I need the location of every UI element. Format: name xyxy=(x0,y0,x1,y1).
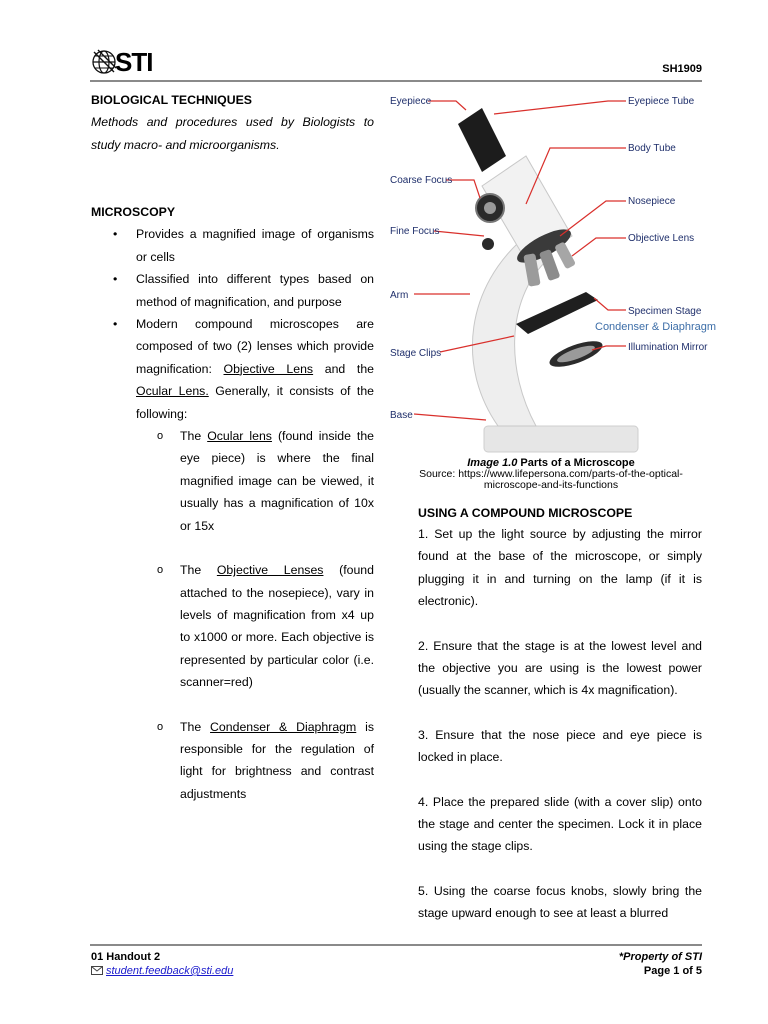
right-column xyxy=(418,503,702,925)
caption-source: Source: https://www.lifepersona.com/parts-of-the-optical-microscope-and-its-functions xyxy=(419,468,683,491)
property-label: *Property of STI xyxy=(618,951,702,963)
label-arm: Arm xyxy=(390,290,409,301)
label-base: Base xyxy=(390,410,413,421)
caption-number: Image 1.0 xyxy=(467,457,518,469)
email-link[interactable]: student.feedback@sti.edu xyxy=(106,965,234,977)
list-item: • Classified into different types based on method of magnification, and purpose xyxy=(91,268,374,313)
envelope-icon xyxy=(91,966,103,975)
figure-caption xyxy=(392,458,710,491)
footer-left xyxy=(91,950,233,978)
fine-focus-knob xyxy=(482,238,494,250)
label-coarse-focus: Coarse Focus xyxy=(390,175,453,186)
knob-center xyxy=(484,202,496,214)
step-3: 3. Ensure that the nose piece and eye piece is locked in place. xyxy=(418,727,702,765)
caption-title: Image 1.0 Parts of a Microscope xyxy=(467,457,635,469)
step-1: 1. Set up the light source by adjusting the mirror found at the base of the microscope, or simply plugging it in and turning on the lamp (if it is electronic). xyxy=(418,527,702,609)
label-condenser-diaphragm: Condenser & Diaphragm xyxy=(595,321,717,333)
label-specimen-stage: Specimen Stage xyxy=(628,306,702,317)
page-number: Page 1 of 5 xyxy=(643,965,702,977)
bullet-list xyxy=(91,223,374,425)
footer-right xyxy=(619,950,702,978)
label-fine-focus: Fine Focus xyxy=(390,226,440,237)
label-objective-lens: Objective Lens xyxy=(628,233,695,244)
section-heading-using: USING A COMPOUND MICROSCOPE xyxy=(418,506,633,520)
list-item: • Modern compound microscopes are composed of two (2) lenses which provide magnification: Objective Lens and the Ocular Lens. Generally, it consists of the following: xyxy=(91,313,374,425)
step-2: 2. Ensure that the stage is at the lowest level and the objective you are using is the lowest power (usually the scanner, which is 4x magnification). xyxy=(418,638,702,698)
term-objective-lens: Objective Lens xyxy=(223,361,314,376)
logo-text: STI xyxy=(115,47,153,77)
eyepiece-shape xyxy=(458,108,506,172)
sub-marker: o xyxy=(157,720,164,733)
label-stage-clips: Stage Clips xyxy=(390,348,442,359)
sub-item-ocular: o The Ocular lens (found inside the eye piece) is where the final magnified image can be viewed, it usually has a magnification of 10x or 15x xyxy=(91,425,374,537)
footer-rule xyxy=(90,944,702,946)
list-item: • Provides a magnified image of organisms or cells xyxy=(91,223,374,268)
sub-item-condenser: o The Condenser & Diaphragm is responsible for the regulation of light for brightness and contrast adjustments xyxy=(91,716,374,806)
term-ocular: Ocular lens xyxy=(207,429,272,444)
left-column xyxy=(91,89,374,156)
handout-label: 01 Handout 2 xyxy=(91,951,161,963)
sub-list xyxy=(91,425,374,805)
term-condenser: Condenser & Diaphragm xyxy=(210,719,357,734)
sub-item-objective: o The Objective Lenses (found attached to the nosepiece), vary in levels of magnification from x4 up to x1000 or more. Each objective is represented by particular color (i.e. scanner=red) xyxy=(91,559,374,693)
microscopy-section xyxy=(91,201,374,805)
footer-email-line xyxy=(91,964,233,978)
term-ocular-lens: Ocular Lens. xyxy=(136,384,209,399)
page-subtitle: Methods and procedures used by Biologists to study macro- and microorganisms. xyxy=(91,115,374,152)
label-eyepiece-tube: Eyepiece Tube xyxy=(628,96,695,107)
step-4: 4. Place the prepared slide (with a cover slip) onto the stage and center the specimen. Lock it in place using the stage clips. xyxy=(418,794,702,854)
step-5: 5. Using the coarse focus knobs, slowly bring the stage upward enough to see at least a blurred xyxy=(418,883,702,921)
label-body-tube: Body Tube xyxy=(628,143,676,154)
term-objective: Objective Lenses xyxy=(216,563,324,578)
sti-logo xyxy=(92,48,154,76)
label-eyepiece: Eyepiece xyxy=(390,96,432,107)
label-nosepiece: Nosepiece xyxy=(628,196,676,207)
sub-marker: o xyxy=(157,430,164,443)
section-heading: MICROSCOPY xyxy=(91,205,176,219)
header-rule xyxy=(90,80,702,82)
document-code: SH1909 xyxy=(662,63,702,75)
page-title: BIOLOGICAL TECHNIQUES xyxy=(91,93,253,107)
specimen-stage-shape xyxy=(516,292,598,334)
sub-marker: o xyxy=(157,564,164,577)
label-illumination-mirror: Illumination Mirror xyxy=(628,342,708,353)
microscope-figure xyxy=(386,86,722,456)
base-shape xyxy=(484,426,638,452)
